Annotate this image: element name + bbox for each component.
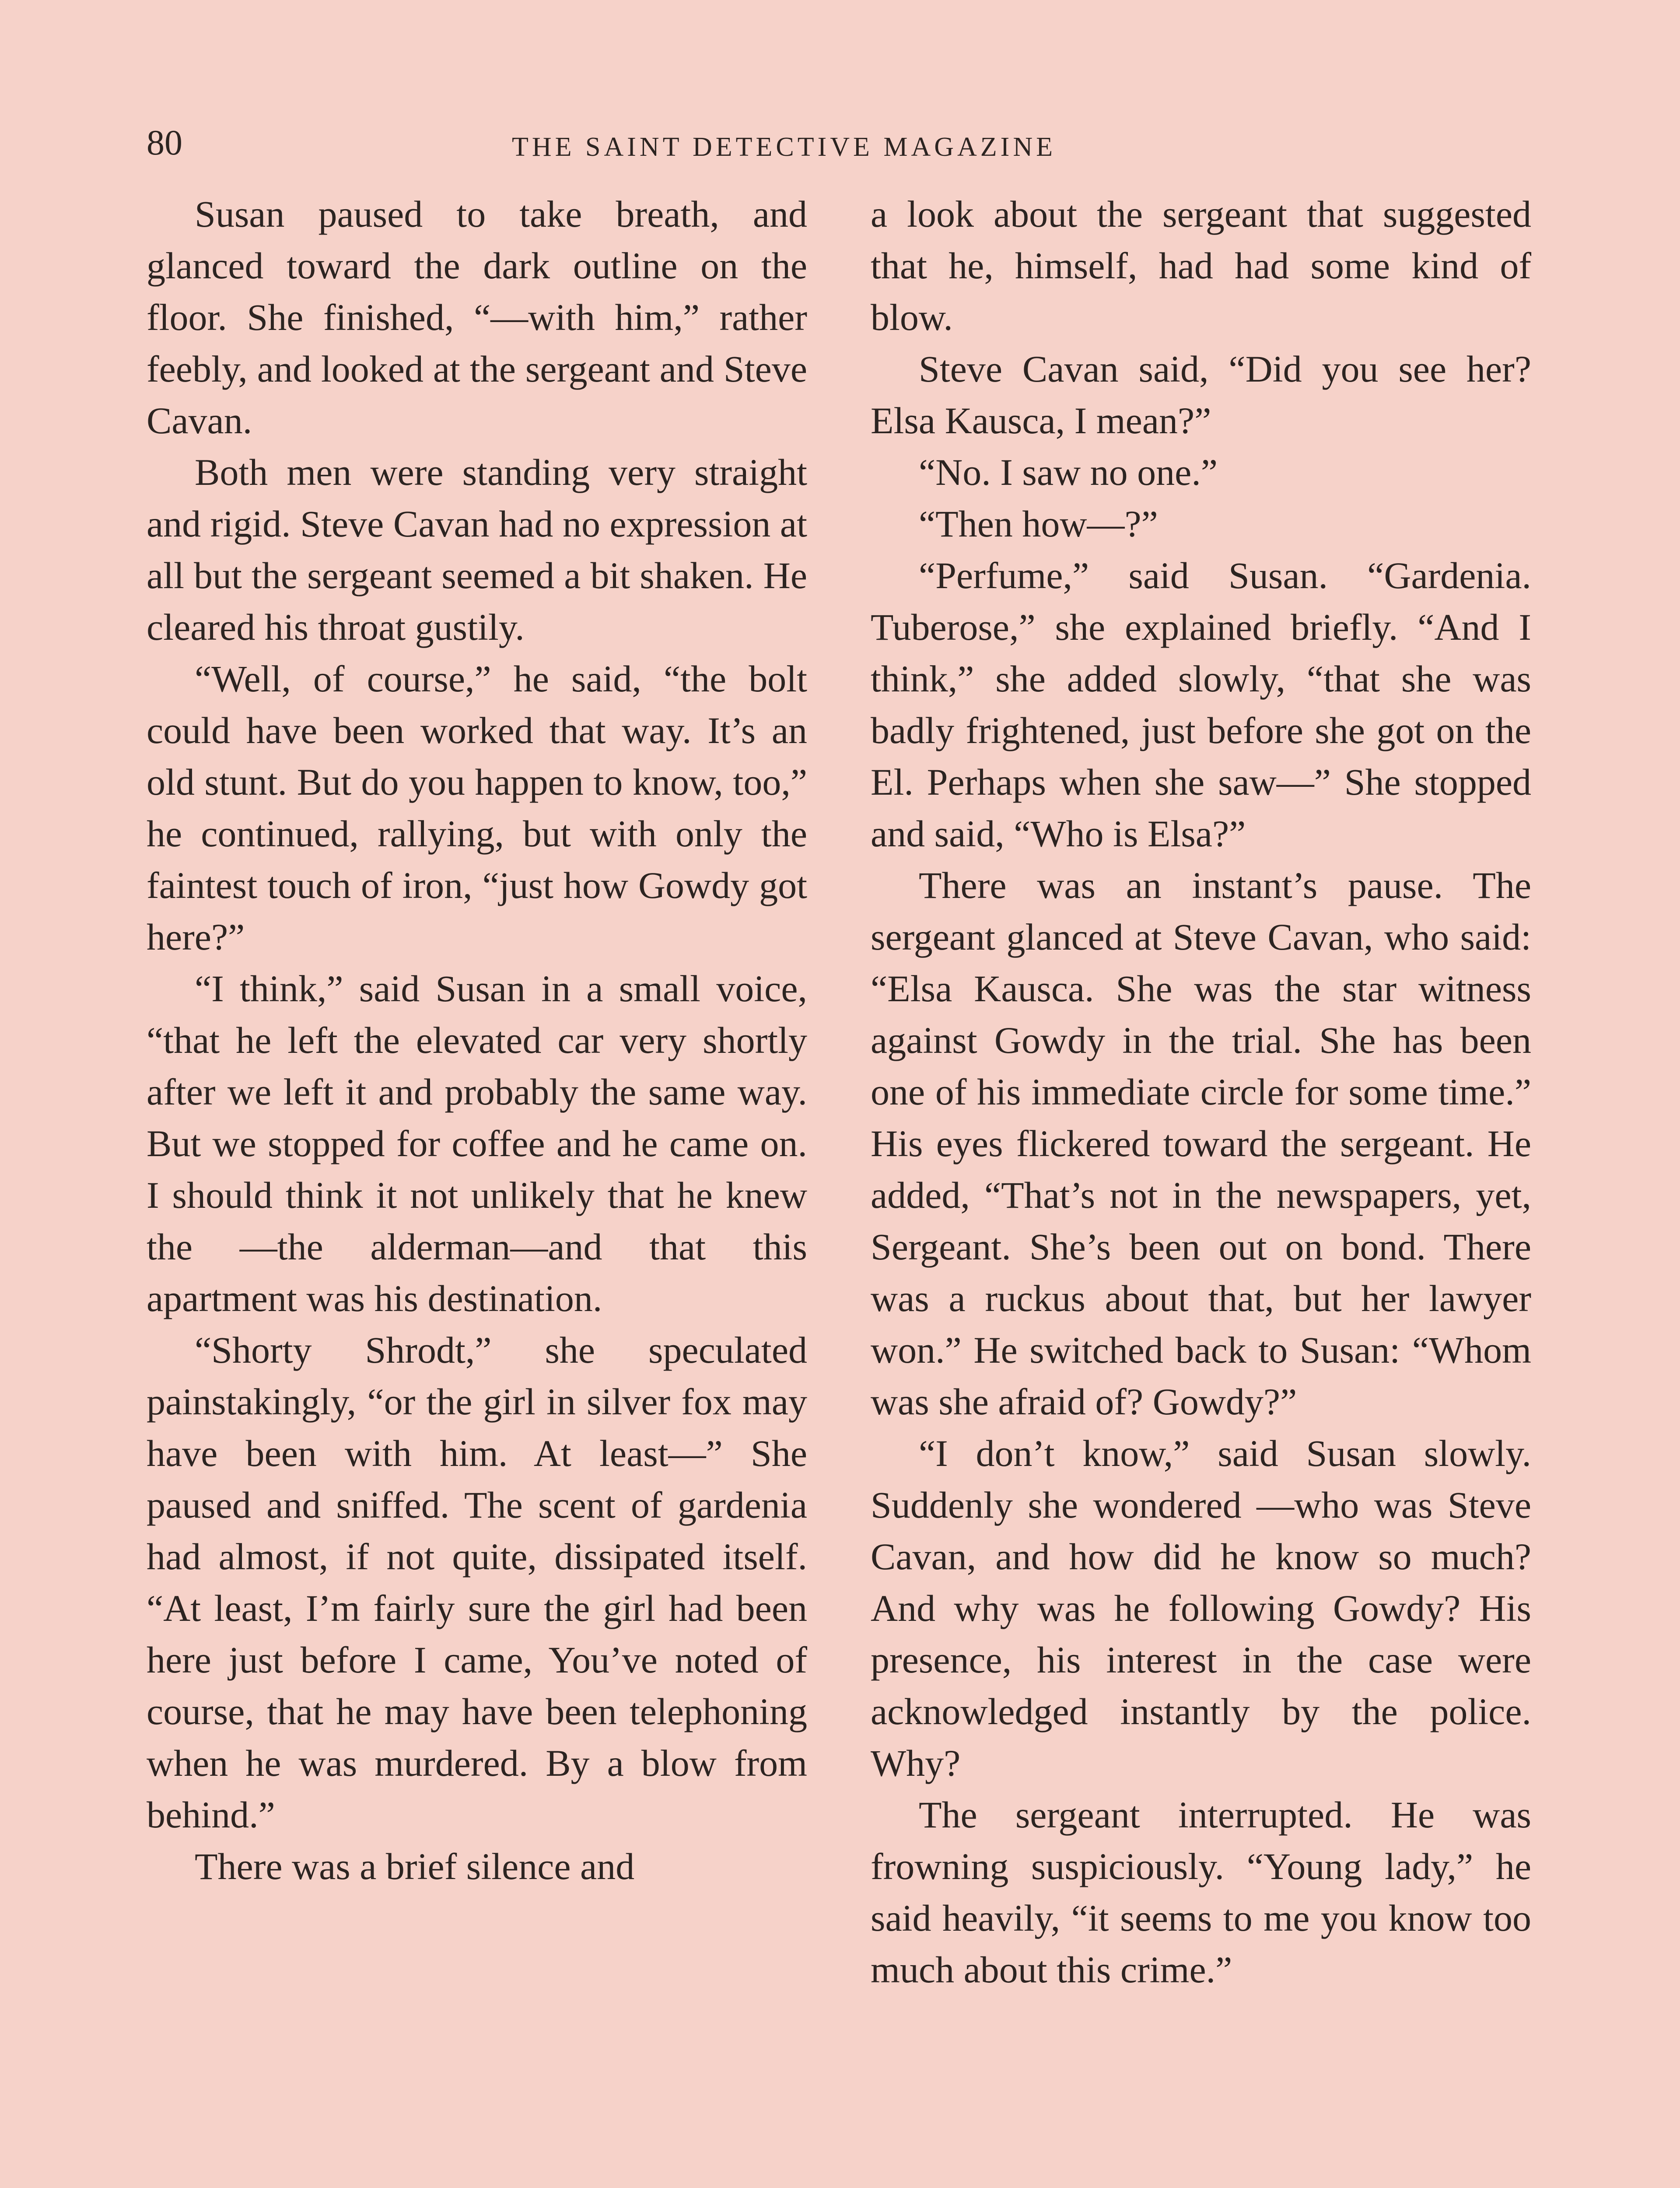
- right-column: [871, 188, 1531, 1995]
- left-column: [147, 188, 807, 1892]
- paragraph: “No. I saw no one.”: [919, 451, 1218, 493]
- paragraph: The sergeant interrupted. He was frowning suspiciously. “Young lady,” he said heavily, “it seems to me you know too much about this crime.”: [871, 1794, 1531, 1991]
- paragraph: There was a brief silence and: [195, 1845, 635, 1887]
- running-head: THE SAINT DETECTIVE MAGAZINE: [512, 132, 1056, 162]
- paragraph: Susan paused to take breath, and glanced toward the dark outline on the floor. She finished, “—with him,” rather feebly, and looked at the sergeant and Steve Cavan.: [147, 193, 807, 442]
- paragraph: “Perfume,” said Susan. “Gardenia. Tuberose,” she explained briefly. “And I think,” she added slowly, “that she was badly frightened, just before she got on the El. Perhaps when she saw—” She stopped and said, “Who is Elsa?”: [871, 554, 1531, 855]
- paragraph: Steve Cavan said, “Did you see her? Elsa Kausca, I mean?”: [871, 348, 1531, 442]
- page-number: 80: [147, 123, 182, 162]
- paragraph: “I think,” said Susan in a small voice, “that he left the elevated car very shortly after we left it and probably the same way. But we stopped for coffee and he came on. I should think it not unlikely that he knew the —the alderman—and that this apartment was his destination.: [147, 968, 807, 1319]
- paragraph: Both men were standing very straight and rigid. Steve Cavan had no expression at all but the sergeant seemed a bit shaken. He cleared his throat gustily.: [147, 451, 807, 648]
- paragraph: “Then how—?”: [919, 503, 1158, 545]
- paragraph: “Shorty Shrodt,” she speculated painstakingly, “or the girl in silver fox may have been with him. At least—” She paused and sniffed. The scent of gardenia had almost, if not quite, dissipated itself. “At least, I’m fairly sure the girl had been here just before I came, You’ve noted of course, that he may have been telephoning when he was murdered. By a blow from behind.”: [147, 1329, 807, 1836]
- paragraph-continuation: a look about the sergeant that suggested that he, himself, had had some kind of blow.: [871, 193, 1531, 338]
- paragraph: “I don’t know,” said Susan slowly. Suddenly she wondered —who was Steve Cavan, and how did he know so much? And why was he following Gowdy? His presence, his interest in the case were acknowledged instantly by the police. Why?: [871, 1432, 1531, 1784]
- paragraph: There was an instant’s pause. The sergeant glanced at Steve Cavan, who said: “Elsa Kausca. She was the star witness against Gowdy in the trial. She has been one of his immediate circle for some time.” His eyes flickered toward the sergeant. He added, “That’s not in the newspapers, yet, Sergeant. She’s been out on bond. There was a ruckus about that, but her lawyer won.” He switched back to Susan: “Whom was she afraid of? Gowdy?”: [871, 864, 1531, 1423]
- paragraph: “Well, of course,” he said, “the bolt could have been worked that way. It’s an old stunt. But do you happen to know, too,” he continued, rallying, but with only the faintest touch of iron, “just how Gowdy got here?”: [147, 658, 807, 958]
